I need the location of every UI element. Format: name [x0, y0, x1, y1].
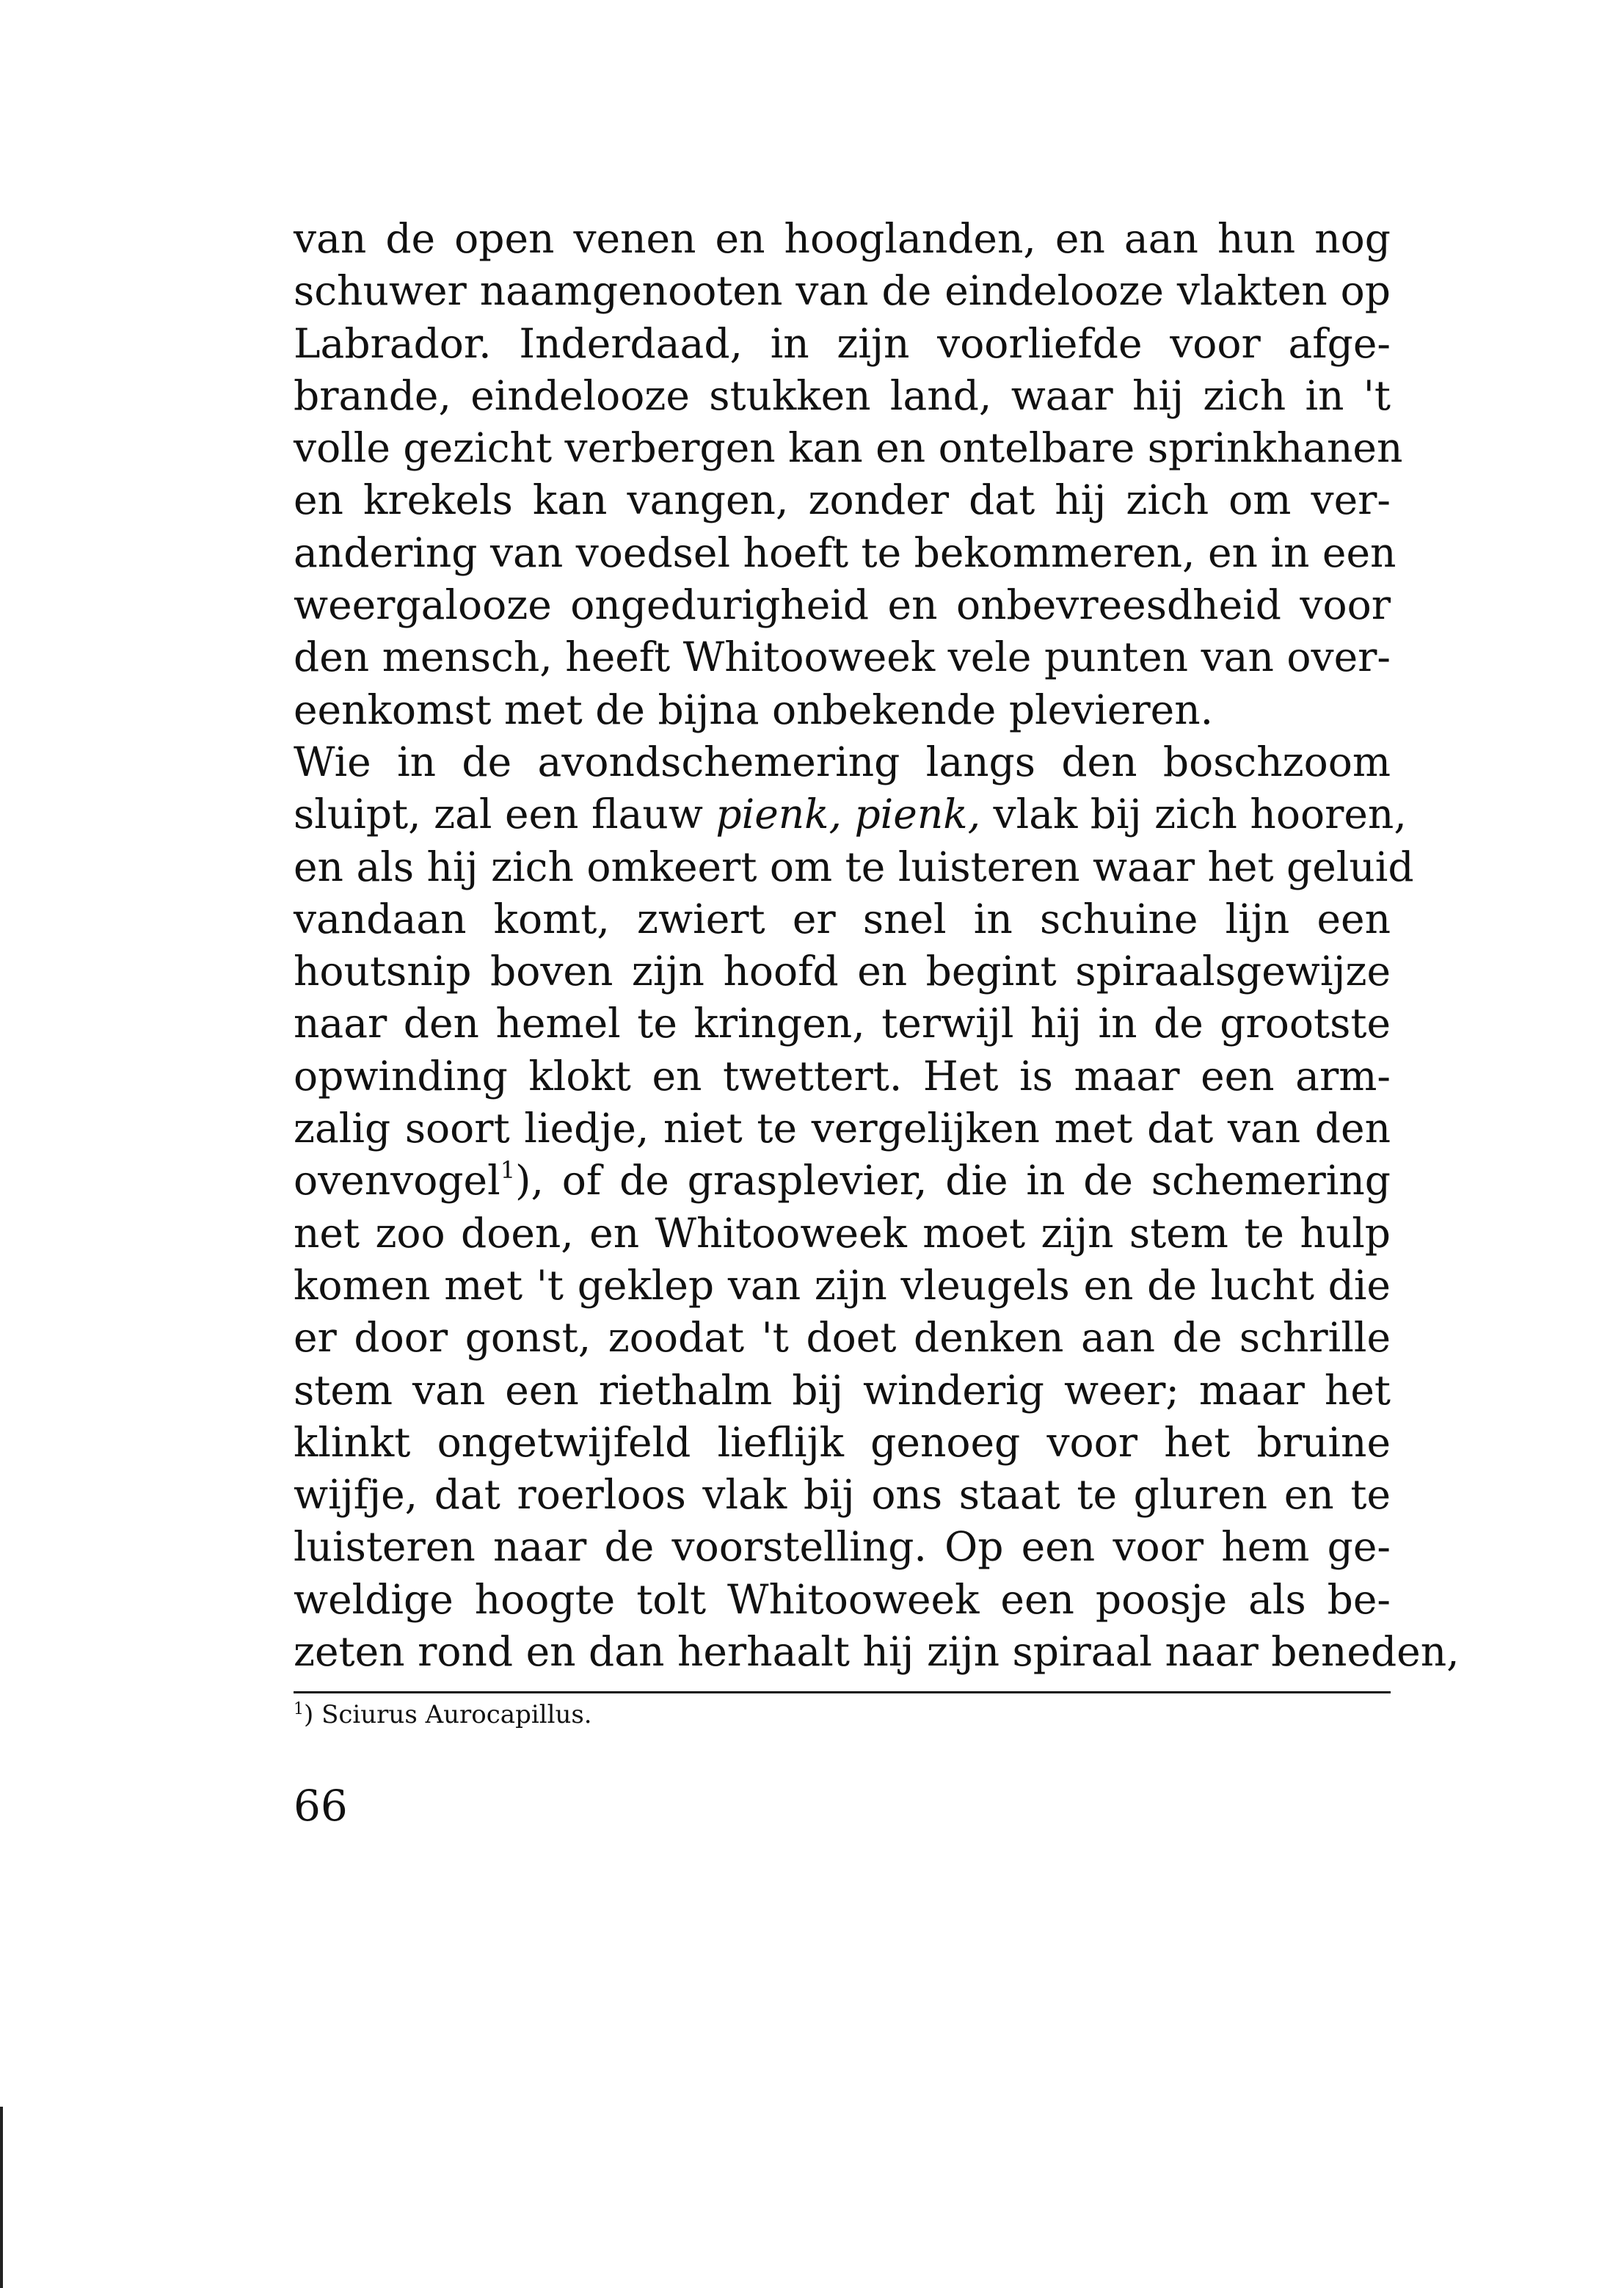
text-line: luisteren naar de voorstelling. Op een voor hem ge-	[294, 1523, 1391, 1571]
italic-sound-text: pienk, pienk,	[715, 791, 981, 838]
text-line: andering van voedsel hoeft te bekommeren, en in een	[294, 529, 1397, 576]
text-line: den mensch, heeft Whitooweek vele punten van over-	[294, 633, 1391, 681]
page-number: 66	[294, 1781, 348, 1831]
binding-edge	[0, 2107, 3, 2288]
text-line	[294, 1155, 1391, 1207]
text-line: eenkomst met de bijna onbekende plevieren.	[294, 686, 1214, 733]
text-fragment: ), of de grasplevier, die in de schemering	[515, 1157, 1391, 1205]
text-line: Wie in de avondschemering langs den boschzoom	[294, 738, 1391, 785]
text-line: klinkt ongetwijfeld lieflijk genoeg voor het bruine	[294, 1418, 1391, 1466]
text-line: weldige hoogte tolt Whitooweek een poosje als be-	[294, 1575, 1391, 1623]
text-line: zeten rond en dan herhaalt hij zijn spiraal naar beneden,	[294, 1628, 1460, 1676]
text-line: net zoo doen, en Whitooweek moet zijn stem te hulp	[294, 1209, 1391, 1257]
footnote-marker: 1	[294, 1700, 304, 1718]
text-line: volle gezicht verbergen kan en ontelbare sprinkhanen	[294, 424, 1403, 472]
text-line: weergalooze ongedurigheid en onbevreesdheid voor	[294, 581, 1391, 629]
text-line: naar den hemel te kringen, terwijl hij in de grootste	[294, 1000, 1391, 1047]
text-line: vandaan komt, zwiert er snel in schuine lijn een	[294, 895, 1391, 943]
text-line: er door gonst, zoodat 't doet denken aan de schrille	[294, 1314, 1391, 1362]
footnote-text: Sciurus Aurocapillus.	[313, 1700, 592, 1729]
footnote	[294, 1700, 592, 1729]
text-line: stem van een riethalm bij winderig weer; maar het	[294, 1366, 1391, 1414]
body-text	[294, 213, 1460, 1678]
text-line: zalig soort liedje, niet te vergelijken met dat van den	[294, 1105, 1391, 1152]
text-line: Labrador. Inderdaad, in zijn voorliefde voor afge-	[294, 319, 1391, 367]
footnote-paren: )	[304, 1700, 314, 1729]
footnote-reference: 1	[500, 1156, 516, 1185]
text-fragment: vlak bij zich hooren,	[980, 791, 1407, 838]
text-line: komen met 't geklep van zijn vleugels en de lucht die	[294, 1261, 1391, 1309]
text-line: brande, eindelooze stukken land, waar hij zich in 't	[294, 371, 1391, 419]
text-fragment: ovenvogel	[294, 1157, 500, 1205]
text-line: wijfje, dat roerloos vlak bij ons staat te gluren en te	[294, 1471, 1391, 1519]
text-line: houtsnip boven zijn hoofd en begint spiraalsgewijze	[294, 948, 1391, 995]
footnote-divider	[294, 1691, 1391, 1693]
text-line: en krekels kan vangen, zonder dat hij zich om ver-	[294, 476, 1391, 524]
text-fragment: sluipt, zal een flauw	[294, 791, 716, 838]
text-line: van de open venen en hooglanden, en aan hun nog	[294, 215, 1391, 262]
text-line: schuwer naamgenooten van de eindelooze vlakten op	[294, 267, 1391, 315]
text-line: opwinding klokt en twettert. Het is maar een arm-	[294, 1052, 1391, 1100]
text-line: en als hij zich omkeert om te luisteren waar het geluid	[294, 843, 1414, 890]
text-line	[294, 788, 1407, 840]
